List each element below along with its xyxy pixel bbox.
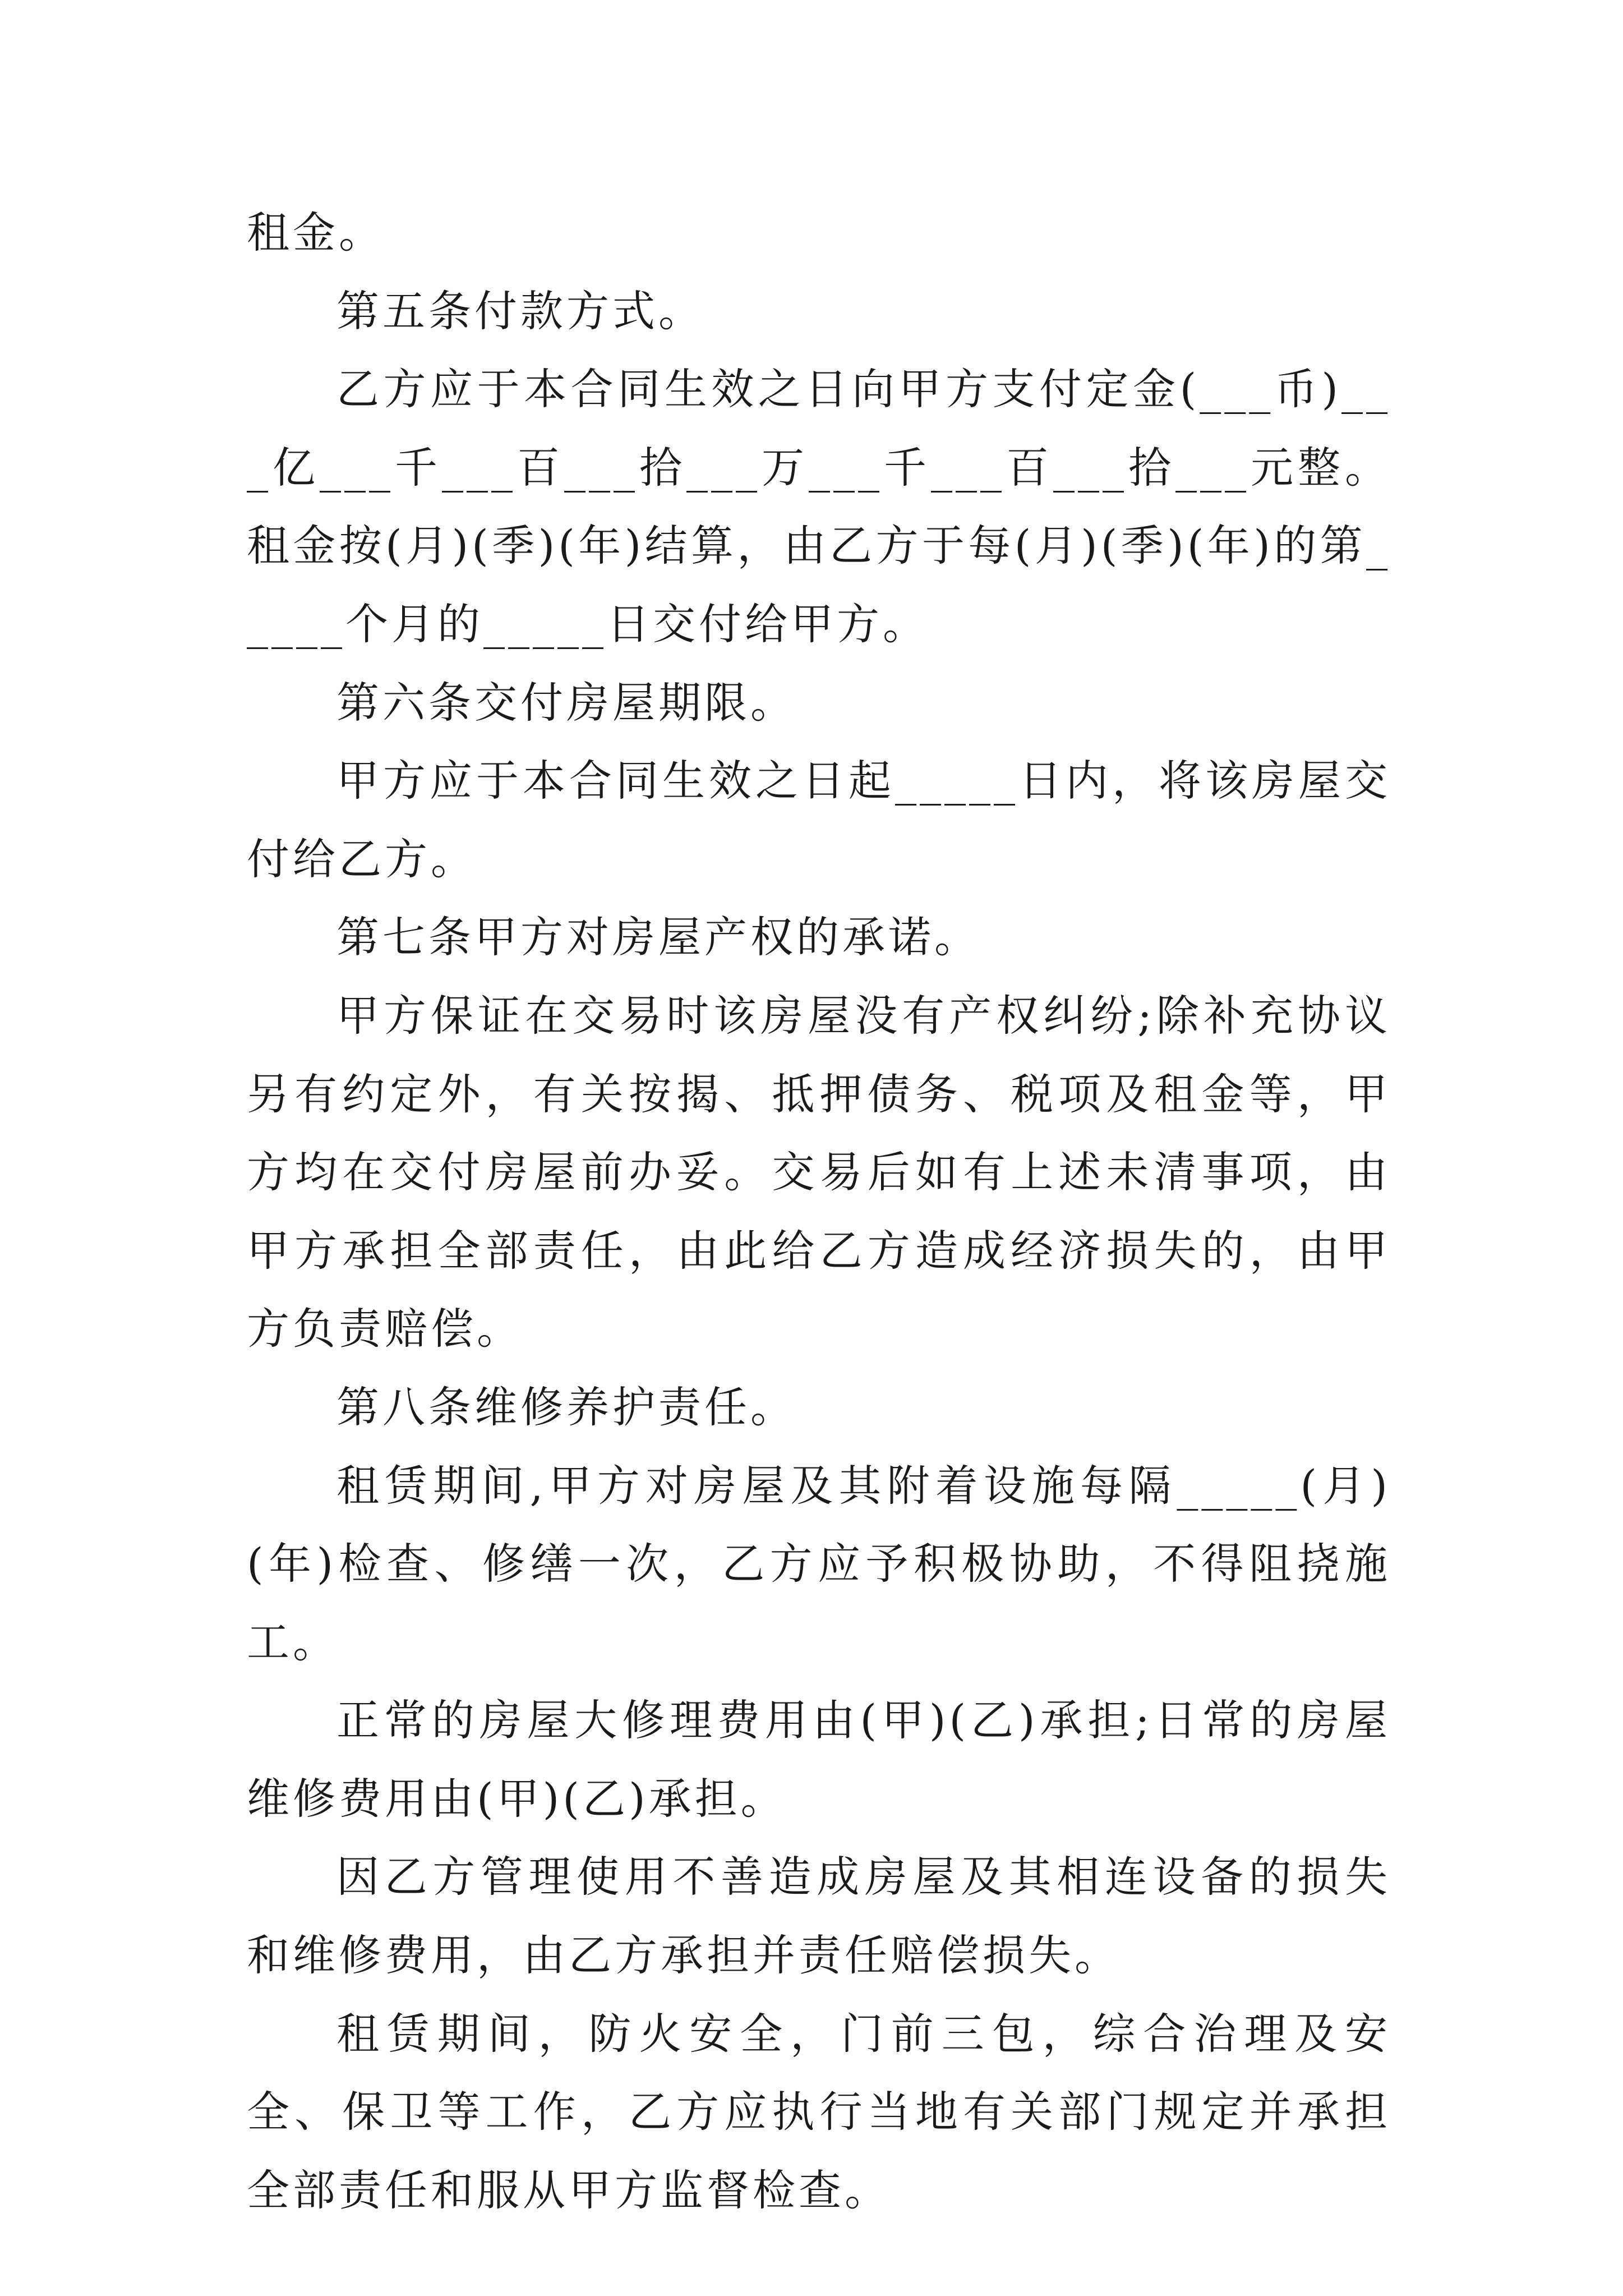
article-7-heading: 第七条甲方对房屋产权的承诺。 — [336, 912, 980, 963]
article-6-heading: 第六条交付房屋期限。 — [336, 677, 796, 728]
article-8-body-damage: 因乙方管理使用不善造成房屋及其相连设备的损失和维修费用，由乙方承担并责任赔偿损失。 — [247, 1852, 1391, 1981]
article-8-body-inspection: 租赁期间,甲方对房屋及其附着设施每隔_____(月)(年)检查、修缮一次，乙方应予积极协助，不得阻挠施工。 — [247, 1460, 1391, 1667]
document-body — [247, 194, 1391, 2229]
paragraph-rent-end: 租金。 — [247, 208, 385, 257]
article-8-body-safety: 租赁期间，防火安全，门前三包，综合治理及安全、保卫等工作，乙方应执行当地有关部门规定并承担全部责任和服从甲方监督检查。 — [247, 2008, 1391, 2215]
article-8-body-repair-cost: 正常的房屋大修理费用由(甲)(乙)承担;日常的房屋维修费用由(甲)(乙)承担。 — [247, 1695, 1391, 1824]
article-8-heading: 第八条维修养护责任。 — [336, 1382, 796, 1432]
article-5-body: 乙方应于本合同生效之日向甲方支付定金(___币)___亿___千___百___拾___万___千___百___拾___元整。租金按(月)(季)(年)结算，由乙方于每(月)(季)(年)的第_____个月的_____日交付给甲方。 — [247, 364, 1391, 649]
article-5-heading: 第五条付款方式。 — [336, 286, 704, 336]
article-7-body: 甲方保证在交易时该房屋没有产权纠纷;除补充协议另有约定外，有关按揭、抵押债务、税项及租金等，甲方均在交付房屋前办妥。交易后如有上述未清事项，由甲方承担全部责任，由此给乙方造成经济损失的，由甲方负责赔偿。 — [247, 990, 1391, 1354]
article-6-body: 甲方应于本合同生效之日起_____日内，将该房屋交付给乙方。 — [247, 756, 1391, 884]
